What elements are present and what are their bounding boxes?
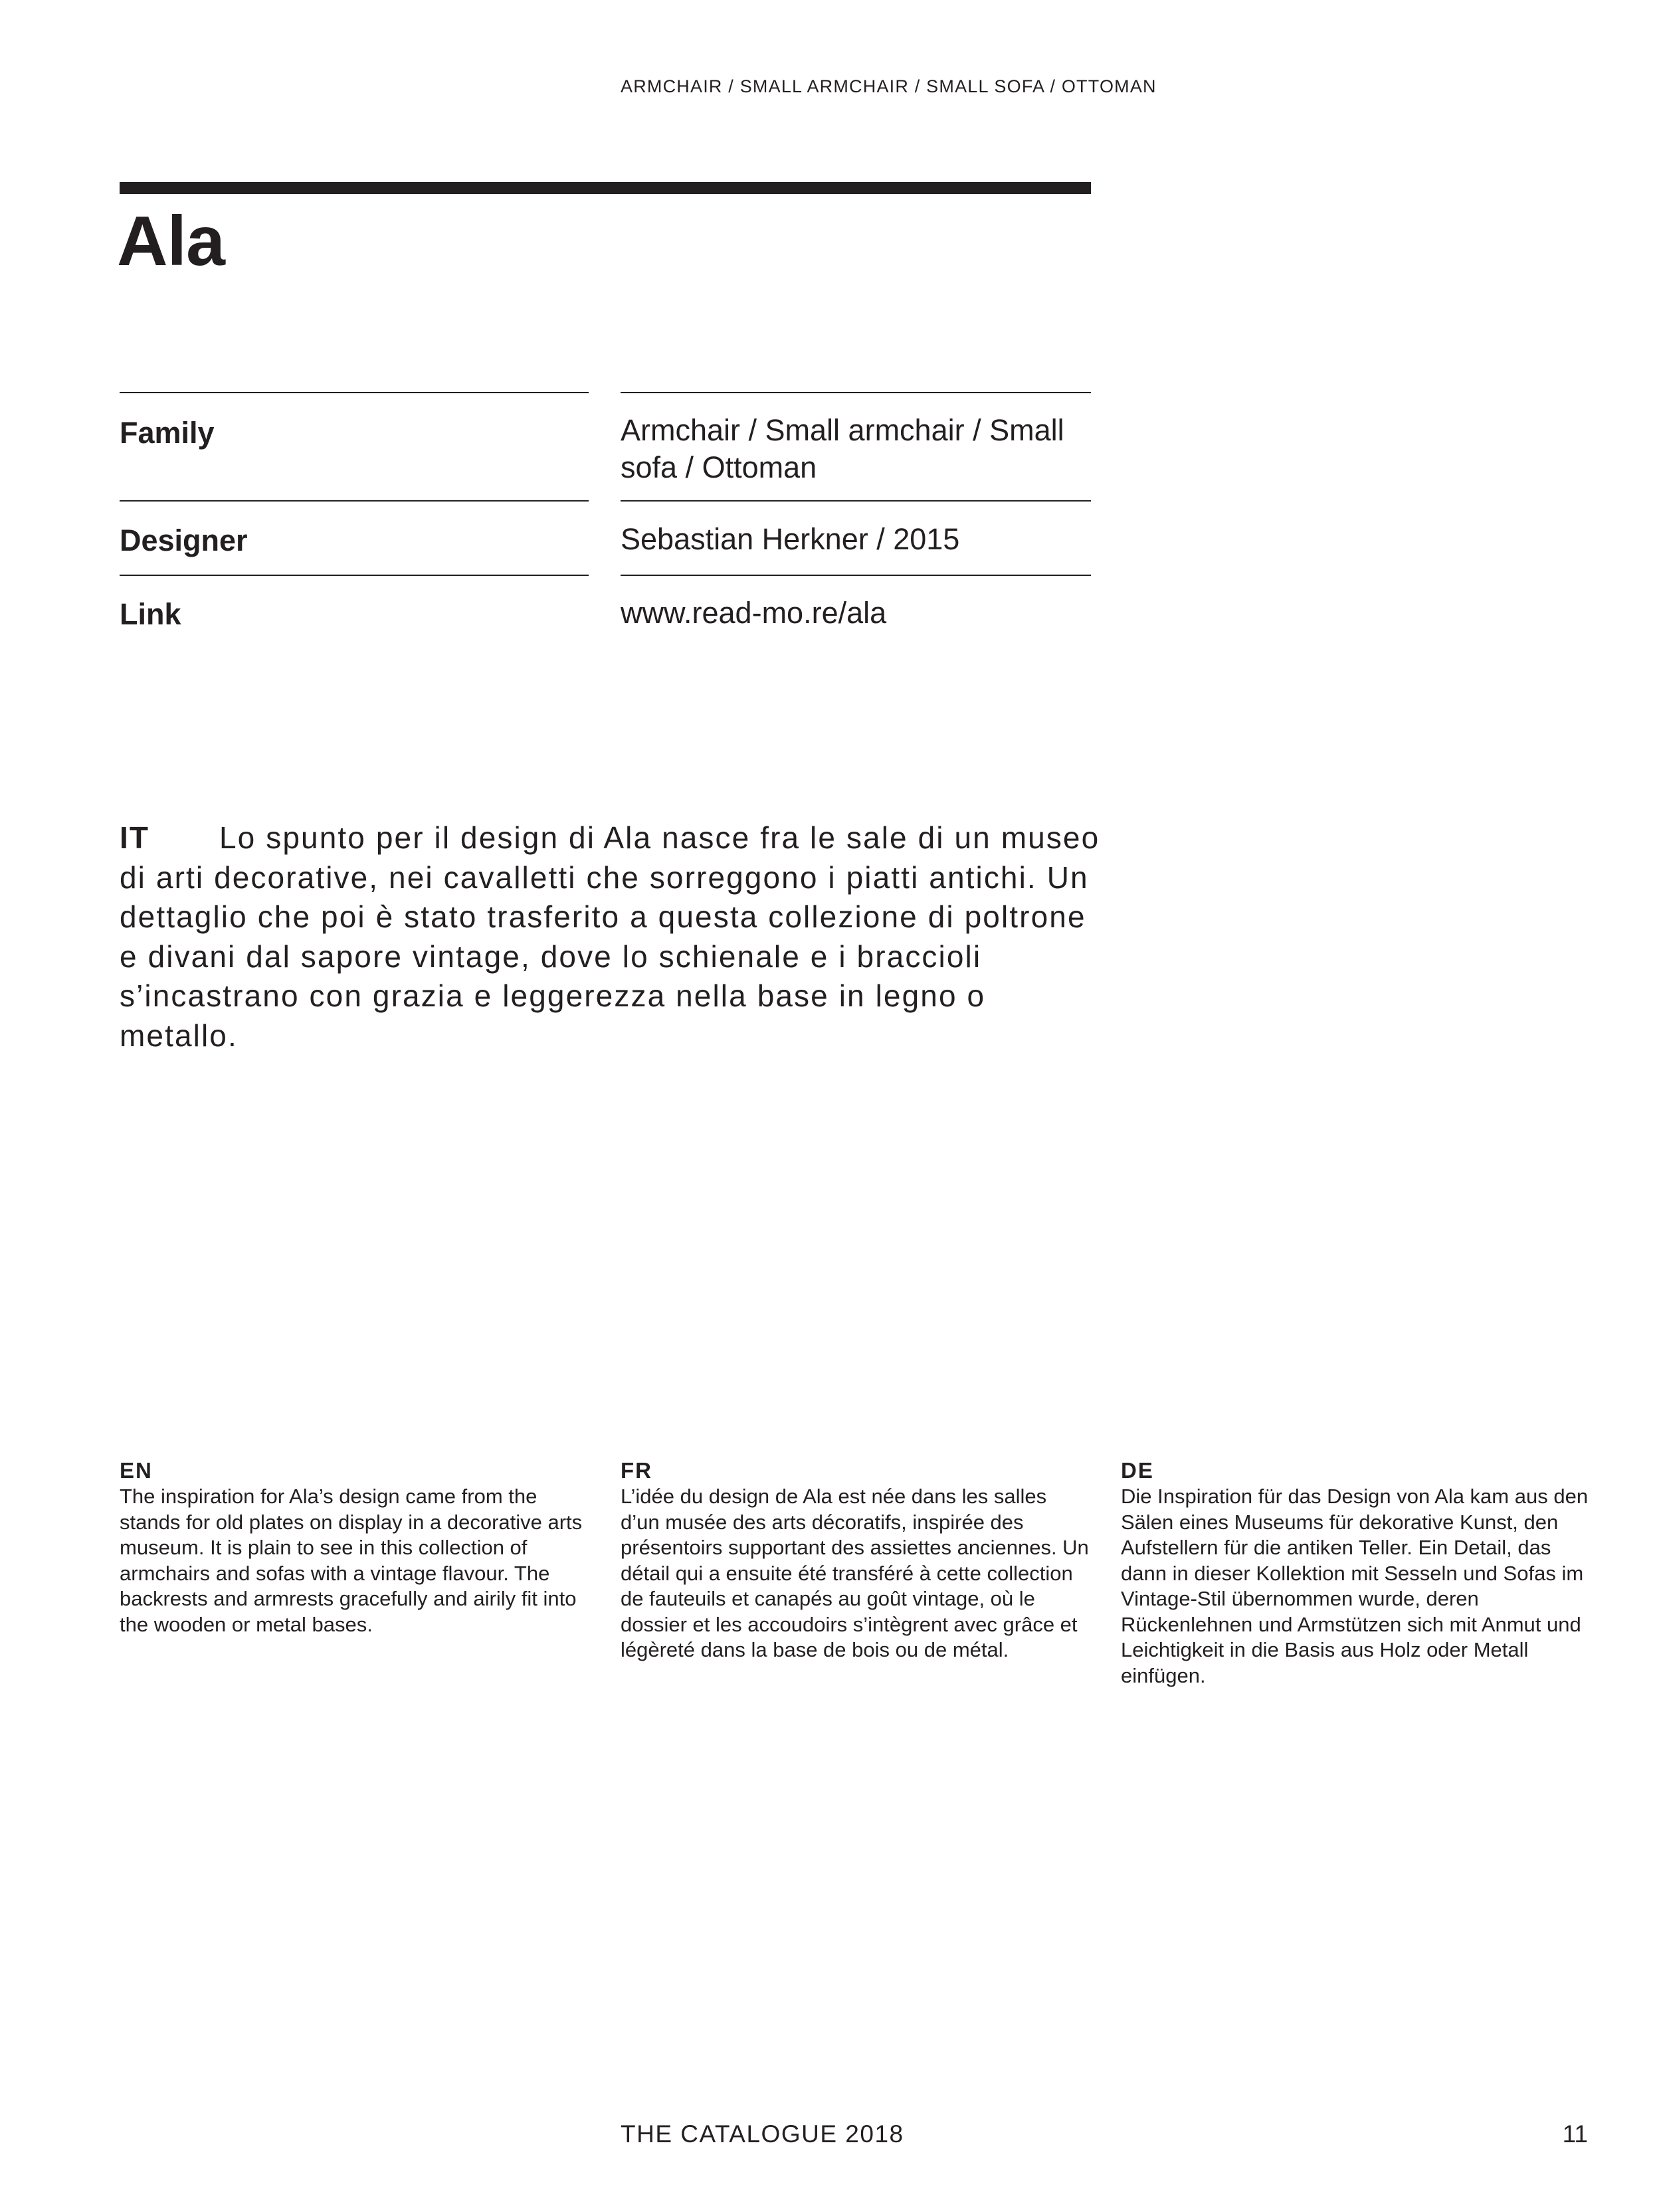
description-fr xyxy=(621,1457,1090,1663)
spec-divider xyxy=(120,392,589,393)
designer-value: Sebastian Herkner / 2015 xyxy=(621,522,960,556)
description-en xyxy=(120,1457,589,1637)
spec-divider xyxy=(621,500,1091,502)
family-value: Armchair / Small armchair / Small sofa / Ottoman xyxy=(621,413,1064,484)
link-label: Link xyxy=(120,597,181,631)
description-de-text: Die Inspiration für das Design von Ala kam aus den Sälen eines Museums für dekorative Kunst, den Aufstellern für die antiken Teller. Ein Detail, das dann in dieser Kollektion mit Sesseln und Sofas im Vintage-Stil übernommen wurde, deren Rückenlehnen und Armstützen sich mit Anmut und Leichtigkeit in die Basis aus Holz oder Metall einfügen. xyxy=(1121,1485,1589,1687)
lang-label-it: IT xyxy=(120,820,150,855)
lang-label-fr: FR xyxy=(621,1458,652,1483)
footer-title: THE CATALOGUE 2018 xyxy=(621,2120,904,2148)
description-it xyxy=(120,818,1103,1056)
spec-divider xyxy=(120,575,589,576)
link-value[interactable]: www.read-mo.re/ala xyxy=(621,596,887,630)
description-de xyxy=(1121,1457,1599,1689)
lang-label-de: DE xyxy=(1121,1458,1154,1483)
description-it-text: Lo spunto per il design di Ala nasce fra le sale di un museo di arti decorative, nei cavalletti che sorreggono i piatti antichi. Un dettaglio che poi è stato trasferito a questa collezione di poltrone e divani dal sapore vintage, dove lo schienale e i braccioli s’incastrano con grazia e leggerezza nella base in legno o metallo. xyxy=(120,820,1100,1053)
family-label: Family xyxy=(120,416,215,450)
spec-divider xyxy=(621,392,1091,393)
page-title: Ala xyxy=(117,202,225,280)
description-en-text: The inspiration for Ala’s design came from the stands for old plates on display in a decorative arts museum. It is plain to see in this collection of armchairs and sofas with a vintage flavour. The backrests and armrests gracefully and airily fit into the wooden or metal bases. xyxy=(120,1485,583,1636)
page-number: 11 xyxy=(1562,2120,1588,2148)
spec-divider xyxy=(120,500,589,502)
description-fr-text: L’idée du design de Ala est née dans les salles d’un musée des arts décoratifs, inspirée des présentoirs supportant des assiettes anciennes. Un détail qui a ensuite été transféré à cette collection de fauteuils et canapés au goût vintage, où le dossier et les accoudoirs s’intègrent avec grâce et légèreté dans la base de bois ou de métal. xyxy=(621,1485,1089,1661)
lang-label-en: EN xyxy=(120,1458,153,1483)
category-header: ARMCHAIR / SMALL ARMCHAIR / SMALL SOFA / OTTOMAN xyxy=(621,76,1157,96)
designer-label: Designer xyxy=(120,523,248,557)
title-rule xyxy=(120,182,1091,194)
spec-divider xyxy=(621,575,1091,576)
